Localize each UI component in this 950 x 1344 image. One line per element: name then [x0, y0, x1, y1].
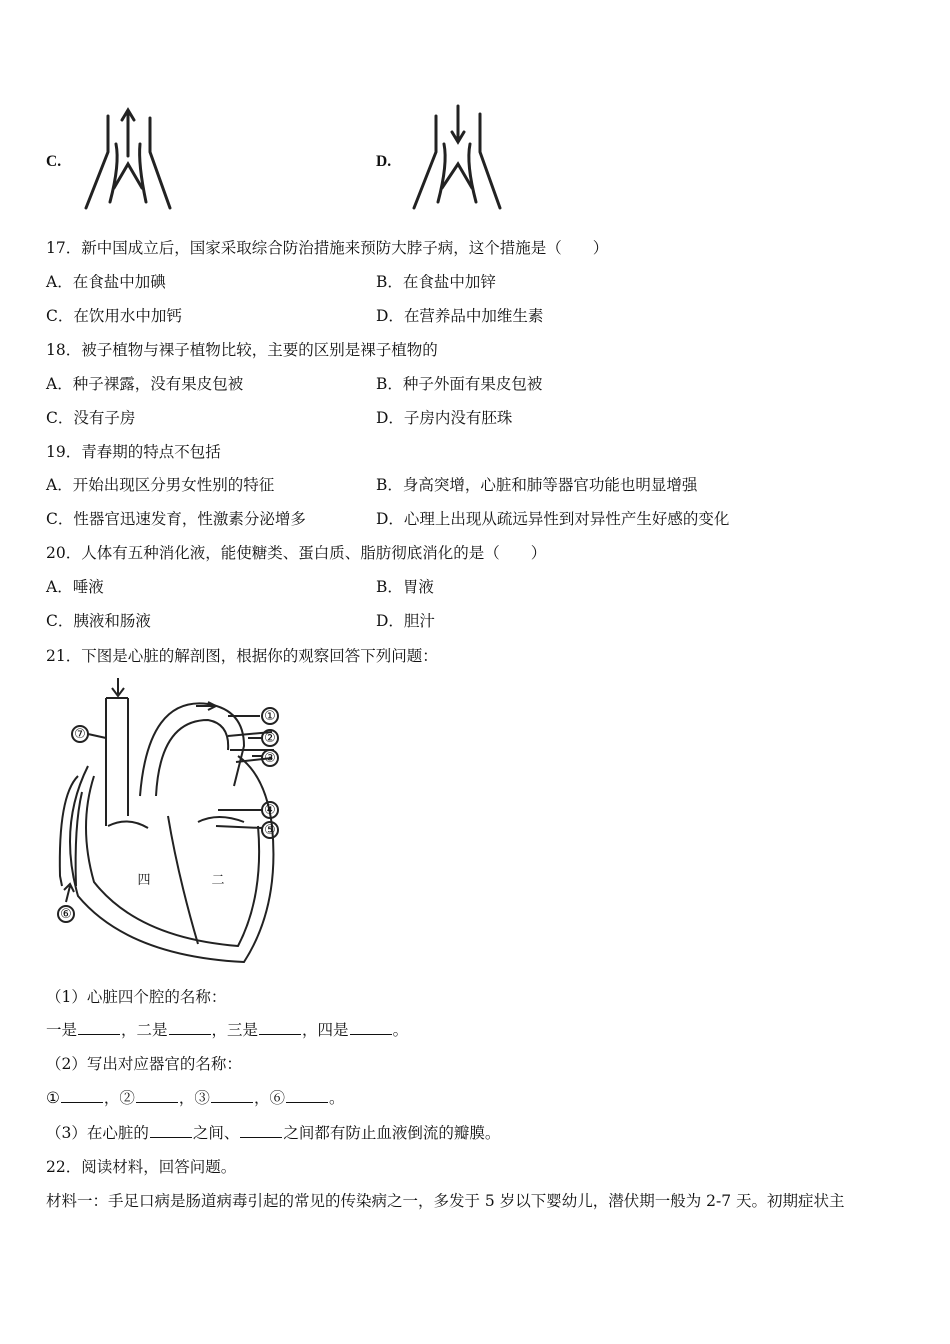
vessel-wall-right-inner: [469, 144, 476, 202]
q22-stem: 22．阅读材料，回答问题。: [46, 1158, 237, 1176]
q17-option-a: A．在食盐中加碘: [46, 273, 166, 291]
vessel-wall-right-inner: [140, 144, 146, 202]
aorta-inner: [156, 720, 228, 796]
q19-option-d: D．心理上出现从疏远异性到对异性产生好感的变化: [376, 510, 730, 528]
blank-chamber-3[interactable]: [259, 1022, 301, 1035]
q19-stem: 19．青春期的特点不包括: [46, 443, 221, 461]
q19-option-c: C．性器官迅速发育，性激素分泌增多: [46, 510, 306, 528]
q20-stem: 20．人体有五种消化液，能使糖类、蛋白质、脂肪彻底消化的是（ ）: [46, 544, 547, 562]
q22-material1: 材料一：手足口病是肠道病毒引起的常见的传染病之一，多发于 5 岁以下婴幼儿，潜伏期一般为 2-7 天。初期症状主: [46, 1192, 845, 1210]
q19-option-a: A．开始出现区分男女性别的特征: [46, 476, 275, 494]
chamber-label-two: 二: [211, 873, 225, 888]
vessel-branch-inner: [114, 164, 142, 188]
q20-option-a: A．唾液: [46, 578, 104, 596]
chamber-label-four: 四: [137, 873, 151, 888]
q17-option-b: B．在食盐中加锌: [376, 273, 496, 291]
blank-chamber-2[interactable]: [169, 1022, 211, 1035]
q21-sub1-title: （1）心脏四个腔的名称：: [46, 988, 227, 1006]
q19-option-b: B．身高突增，心脏和肺等器官功能也明显增强: [376, 476, 698, 494]
heart-wall-inner: [86, 776, 259, 946]
vessel-wall-left-inner: [110, 144, 117, 202]
right-valve: [198, 817, 244, 822]
label-5: ⑤: [264, 823, 276, 838]
q17-stem: 17．新中国成立后，国家采取综合防治措施来预防大脖子病，这个措施是（ ）: [46, 239, 609, 257]
vessel-wall-left-outer: [414, 116, 436, 208]
q18-option-d: D．子房内没有胚珠: [376, 409, 513, 427]
vessel-wall-left-outer: [86, 116, 108, 208]
vessel-wall-right-outer: [150, 118, 170, 208]
blank-organ-2[interactable]: [136, 1090, 178, 1103]
blank-valve-2[interactable]: [240, 1125, 282, 1138]
leader-7: [88, 734, 106, 738]
q20-option-d: D．胆汁: [376, 612, 435, 630]
label-3: ③: [264, 751, 276, 766]
label-2: ②: [264, 731, 276, 746]
heart-outline: [70, 756, 273, 962]
q17-option-d: D．在营养品中加维生素: [376, 307, 544, 325]
label-1: ①: [264, 709, 276, 724]
option-d-label: D.: [376, 153, 392, 170]
blank-organ-3[interactable]: [211, 1090, 253, 1103]
vessel-diagram-c: [80, 104, 176, 216]
q21-sub2-answers: ① ，② ，③ ，⑥ 。: [46, 1089, 345, 1107]
heart-septum: [168, 816, 198, 944]
q20-option-c: C．胰液和肠液: [46, 612, 151, 630]
blank-valve-1[interactable]: [150, 1125, 192, 1138]
blank-chamber-4[interactable]: [350, 1022, 392, 1035]
blank-organ-6[interactable]: [286, 1090, 328, 1103]
q21-sub2-title: （2）写出对应器官的名称：: [46, 1055, 242, 1073]
blank-chamber-1[interactable]: [78, 1022, 120, 1035]
heart-anatomy-diagram: [48, 676, 288, 968]
q17-option-c: C．在饮用水中加钙: [46, 307, 182, 325]
label-7: ⑦: [74, 727, 86, 742]
q21-stem: 21．下图是心脏的解剖图，根据你的观察回答下列问题：: [46, 647, 438, 665]
inflow-arrow-bottom: [64, 884, 74, 902]
vessel-wall-right-outer: [480, 114, 500, 208]
q18-option-c: C．没有子房: [46, 409, 136, 427]
option-c-label: C.: [46, 153, 62, 170]
blank-organ-1[interactable]: [61, 1090, 103, 1103]
inflow-arrow-top: [112, 678, 124, 696]
q18-option-a: A．种子裸露，没有果皮包被: [46, 375, 244, 393]
q18-stem: 18．被子植物与裸子植物比较，主要的区别是裸子植物的: [46, 341, 438, 359]
left-valve: [108, 821, 148, 828]
label-4: ④: [264, 803, 276, 818]
vessel-wall-left-inner: [438, 144, 445, 202]
q18-option-b: B．种子外面有果皮包被: [376, 375, 543, 393]
label-6: ⑥: [60, 907, 72, 922]
q21-sub3: （3）在心脏的 之间、 之间都有防止血液倒流的瓣膜。: [46, 1124, 501, 1142]
vessel-diagram-d: [408, 102, 504, 214]
leader-5: [216, 826, 262, 828]
vena-cava-outline: [106, 698, 128, 826]
q20-option-b: B．胃液: [376, 578, 434, 596]
q21-sub1-answers: 一是 ，二是 ，三是 ，四是 。: [46, 1021, 409, 1039]
vessel-branch-inner: [442, 164, 472, 188]
